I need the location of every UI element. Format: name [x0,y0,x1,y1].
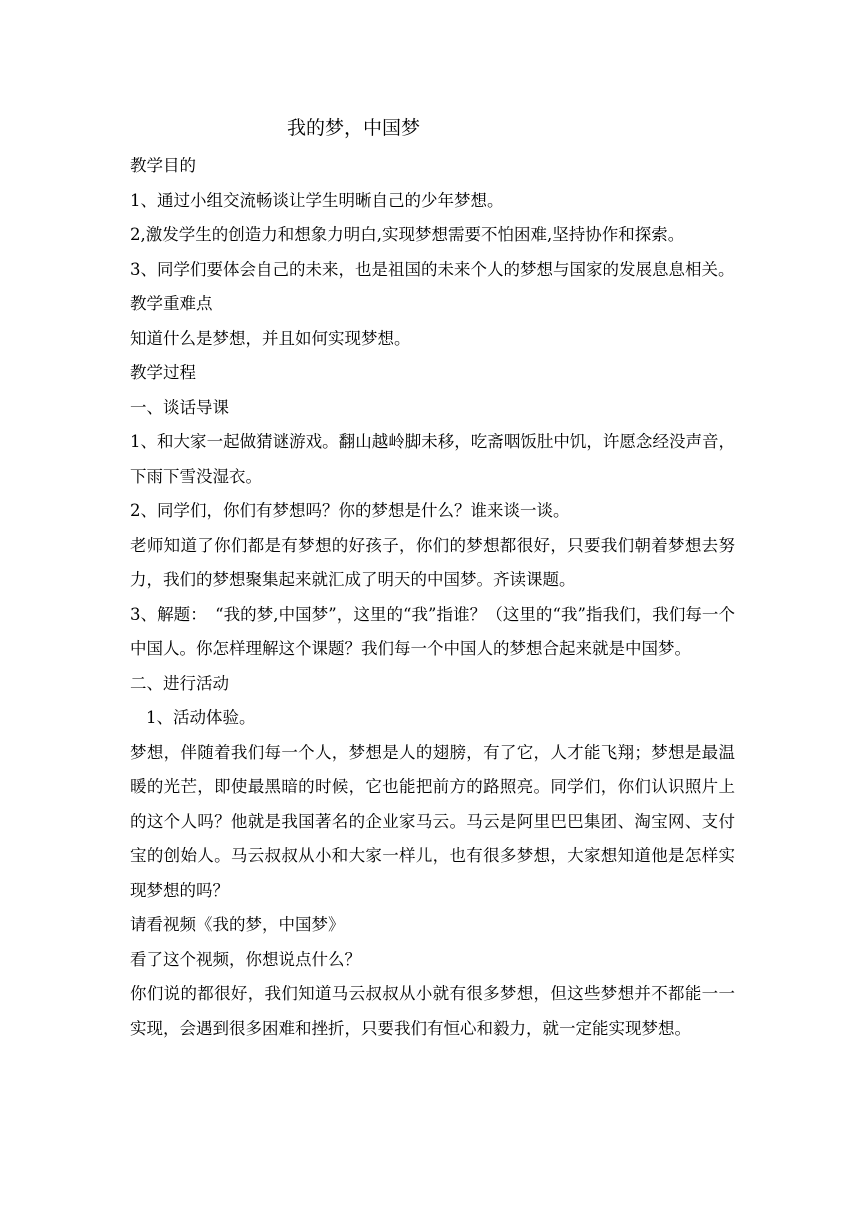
activity-item-1: 1、活动体验。 [146,708,256,727]
heading-teaching-goals: 教学目的 [130,156,196,175]
video-prompt: 请看视频《我的梦，中国梦》 [130,915,345,934]
section-heading-1: 一、谈话导课 [130,397,229,417]
discussion-question: 看了这个视频，你想说点什么？ [130,949,361,969]
closing-paragraph: 你们说的都很好，我们知道马云叔叔从小就有很多梦想，但这些梦想并不都能一一实现，会遇到很多困难和挫折，只要我们有恒心和毅力，就一定能实现梦想。 [130,984,735,1038]
goal-item-1: 1、通过小组交流畅谈让学生明晰自己的少年梦想。 [130,190,504,210]
heading-teaching-process: 教学过程 [130,363,196,382]
key-points-text: 知道什么是梦想，并且如何实现梦想。 [130,328,411,348]
goal-item-2: 2,激发学生的创造力和想象力明白,实现梦想需要不怕困难,坚持协作和探索。 [130,225,685,244]
document-title: 我的梦，中国梦 [287,117,421,139]
process-item-3: 3、解题： “我的梦,中国梦”，这里的“我”指谁？（这里的“我”指我们，我们每一个中国人。你怎样理解这个课题？我们每一个中国人的梦想合起来就是中国梦。 [130,604,735,658]
process-item-2: 2、同学们，你们有梦想吗？你的梦想是什么？谁来谈一谈。 [130,501,570,520]
teacher-remark: 老师知道了你们都是有梦想的好孩子，你们的梦想都很好，只要我们朝着梦想去努力，我们的梦想聚集起来就汇成了明天的中国梦。齐读课题。 [130,535,735,589]
document-body [130,149,735,1046]
goal-item-3: 3、同学们要体会自己的未来，也是祖国的未来个人的梦想与国家的发展息息相关。 [130,259,735,279]
process-item-1: 1、和大家一起做猜谜游戏。翻山越岭脚未移，吃斋咽饭肚中饥，许愿念经没声音，下雨下雪没湿衣。 [130,432,735,486]
heading-key-points: 教学重难点 [130,294,213,313]
dream-paragraph: 梦想，伴随着我们每一个人，梦想是人的翅膀，有了它，人才能飞翔；梦想是最温暖的光芒，即使最黑暗的时候，它也能把前方的路照亮。同学们，你们认识照片上的这个人吗？他就是我国著名的企业家马云。马云是阿里巴巴集团、淘宝网、支付宝的创始人。马云叔叔从小和大家一样儿，也有很多梦想，大家想知道他是怎样实现梦想的吗？ [130,742,735,900]
section-heading-2: 二、进行活动 [130,673,229,693]
